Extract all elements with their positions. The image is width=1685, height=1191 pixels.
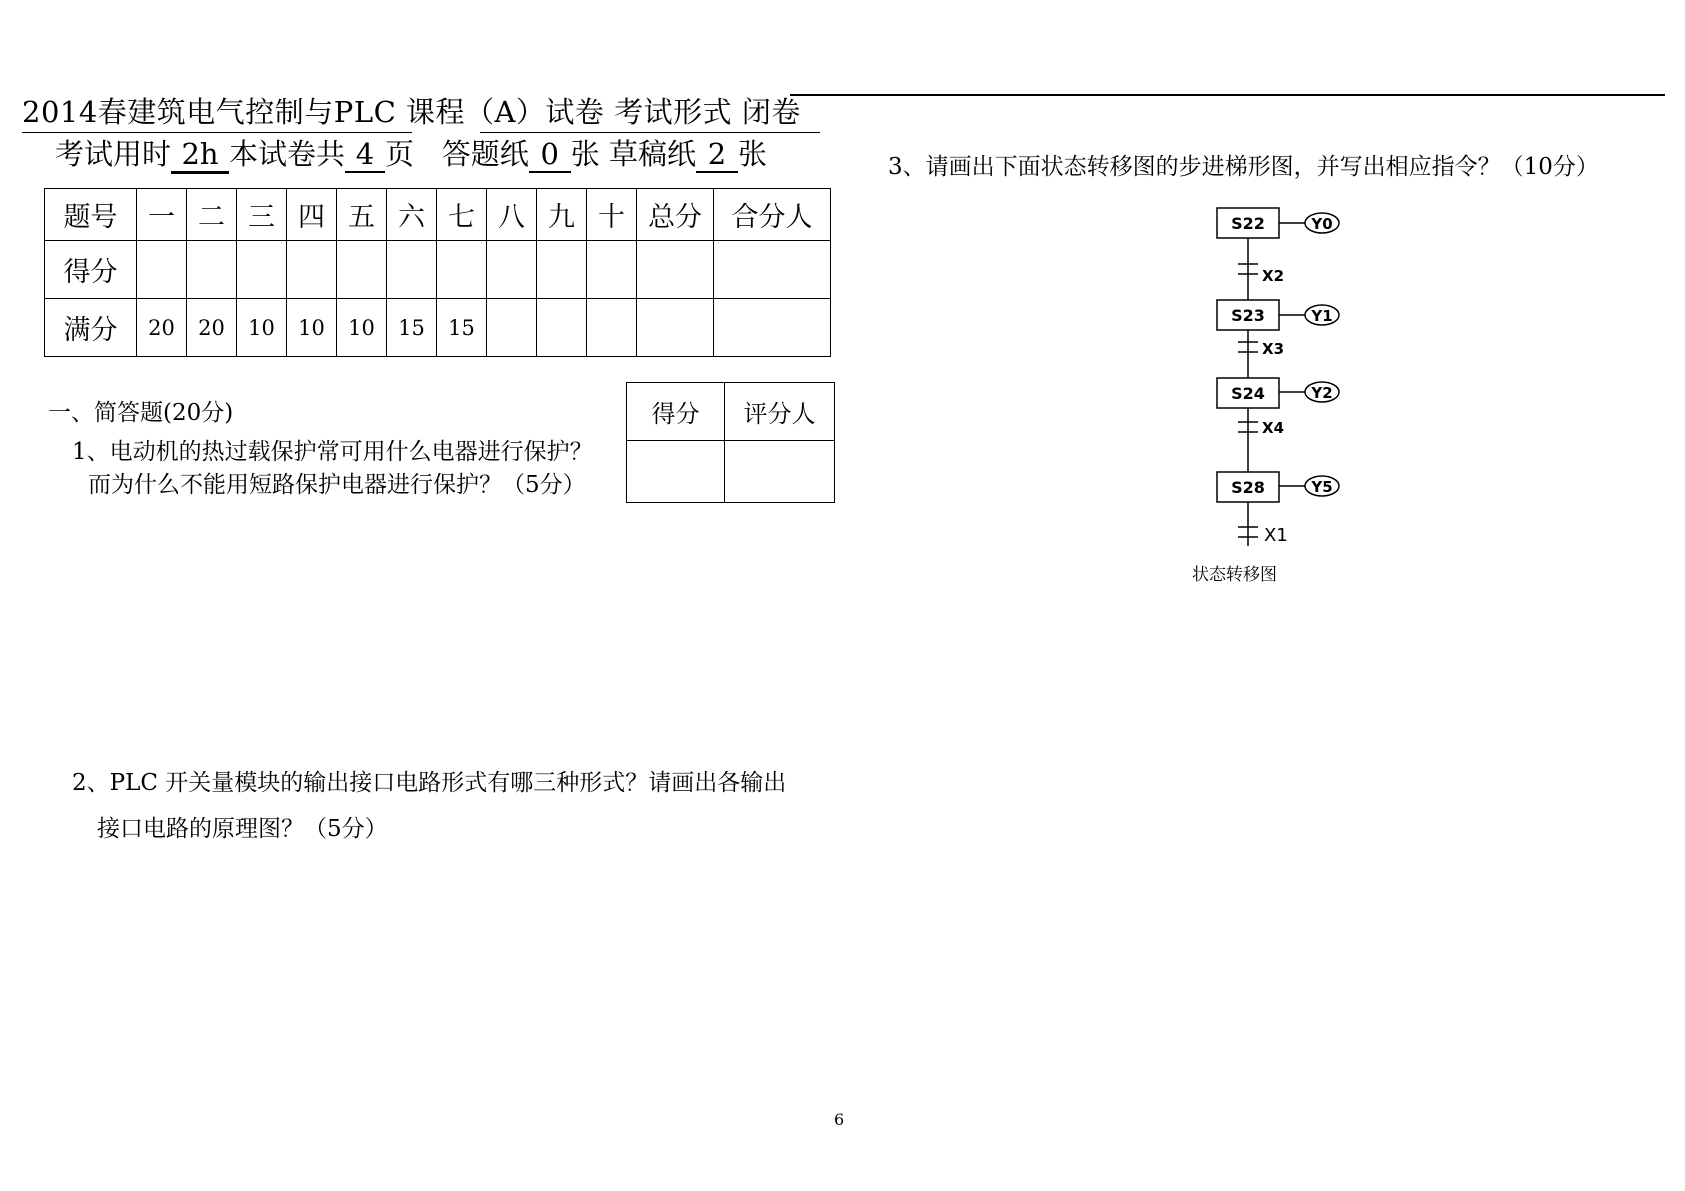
sfc-transition xyxy=(1238,419,1284,437)
step-label: S23 xyxy=(1231,306,1265,325)
answer-sheet-value: 0 xyxy=(529,137,571,173)
header-cell: 总分 xyxy=(637,189,714,241)
transition-label: X2 xyxy=(1262,267,1285,285)
transition-label: X1 xyxy=(1264,525,1288,546)
section-title: 一、简答题(20分) xyxy=(48,400,234,426)
full-score-cell xyxy=(637,299,714,357)
full-score-cell: 10 xyxy=(287,299,337,357)
score-cell[interactable] xyxy=(437,241,487,299)
score-cell[interactable] xyxy=(487,241,537,299)
score-row-label: 得分 xyxy=(45,241,137,299)
draft-value: 2 xyxy=(696,137,738,173)
header-cell: 合分人 xyxy=(714,189,831,241)
grader-table xyxy=(626,382,835,503)
full-score-cell xyxy=(714,299,831,357)
score-cell[interactable] xyxy=(137,241,187,299)
sfc-step xyxy=(1217,300,1339,330)
score-table xyxy=(44,188,831,357)
question-3: 3、请画出下面状态转移图的步进梯形图，并写出相应指令？（10分） xyxy=(888,154,1599,180)
full-score-row-label: 满分 xyxy=(45,299,137,357)
duration-label: 考试用时 xyxy=(55,137,172,171)
full-score-cell: 15 xyxy=(387,299,437,357)
sfc-step xyxy=(1217,208,1339,238)
duration-value: 2h xyxy=(171,137,229,174)
score-cell[interactable] xyxy=(287,241,337,299)
question-2-line-2: 接口电路的原理图？（5分） xyxy=(97,816,388,842)
header-cell: 十 xyxy=(587,189,637,241)
exam-info-line xyxy=(55,132,767,174)
transition-label: X4 xyxy=(1262,419,1285,437)
score-cell[interactable] xyxy=(337,241,387,299)
score-cell[interactable] xyxy=(387,241,437,299)
header-cell: 九 xyxy=(537,189,587,241)
full-score-row xyxy=(45,299,831,357)
exam-title: 2014春建筑电气控制与PLC 课程（A）试卷 考试形式 闭卷 xyxy=(22,95,801,129)
output-label: Y2 xyxy=(1311,384,1333,402)
score-cell[interactable] xyxy=(237,241,287,299)
header-cell: 四 xyxy=(287,189,337,241)
score-table-header-row xyxy=(45,189,831,241)
header-cell: 八 xyxy=(487,189,537,241)
grader-name-cell[interactable] xyxy=(725,441,835,503)
step-label: S28 xyxy=(1231,478,1265,497)
grader-score-cell[interactable] xyxy=(627,441,725,503)
step-label: S24 xyxy=(1231,384,1265,403)
diagram-caption: 状态转移图 xyxy=(1192,565,1277,585)
step-label: S22 xyxy=(1231,214,1265,233)
sfc-step xyxy=(1217,378,1339,408)
score-row xyxy=(45,241,831,299)
output-label: Y5 xyxy=(1311,478,1333,496)
full-score-cell xyxy=(487,299,537,357)
sfc-transition xyxy=(1238,525,1288,546)
question-2-line-1: 2、PLC 开关量模块的输出接口电路形式有哪三种形式？请画出各输出 xyxy=(72,770,787,796)
answer-sheet-label: 答题纸 xyxy=(441,137,529,171)
full-score-cell: 20 xyxy=(187,299,237,357)
full-score-cell xyxy=(537,299,587,357)
full-score-cell: 10 xyxy=(237,299,287,357)
score-cell[interactable] xyxy=(537,241,587,299)
header-cell: 一 xyxy=(137,189,187,241)
transition-label: X3 xyxy=(1262,340,1285,358)
score-cell[interactable] xyxy=(714,241,831,299)
draft-unit: 张 xyxy=(737,137,767,171)
full-score-cell xyxy=(587,299,637,357)
grader-name-label: 评分人 xyxy=(725,383,835,441)
pages-value: 4 xyxy=(345,137,385,173)
pages-unit: 页 xyxy=(385,137,415,171)
sfc-step xyxy=(1217,472,1339,502)
draft-label: 草稿纸 xyxy=(608,137,696,171)
sfc-transition xyxy=(1238,340,1284,358)
full-score-cell: 20 xyxy=(137,299,187,357)
output-label: Y1 xyxy=(1311,307,1333,325)
question-1-line-1: 1、电动机的热过载保护常可用什么电器进行保护？ xyxy=(72,439,593,465)
answer-sheet-unit: 张 xyxy=(570,137,600,171)
grader-score-label: 得分 xyxy=(627,383,725,441)
full-score-cell: 15 xyxy=(437,299,487,357)
header-cell: 二 xyxy=(187,189,237,241)
header-cell: 七 xyxy=(437,189,487,241)
pages-label: 本试卷共 xyxy=(229,137,346,171)
header-cell: 题号 xyxy=(45,189,137,241)
question-1-line-2: 而为什么不能用短路保护电器进行保护？（5分） xyxy=(88,472,586,498)
score-cell[interactable] xyxy=(587,241,637,299)
score-cell[interactable] xyxy=(187,241,237,299)
header-cell: 六 xyxy=(387,189,437,241)
output-label: Y0 xyxy=(1311,215,1333,233)
page-number: 6 xyxy=(834,1110,845,1129)
full-score-cell: 10 xyxy=(337,299,387,357)
sfc-diagram xyxy=(1180,196,1380,591)
header-rule xyxy=(790,94,1665,96)
sfc-transition xyxy=(1238,264,1284,285)
score-cell[interactable] xyxy=(637,241,714,299)
header-cell: 五 xyxy=(337,189,387,241)
header-cell: 三 xyxy=(237,189,287,241)
